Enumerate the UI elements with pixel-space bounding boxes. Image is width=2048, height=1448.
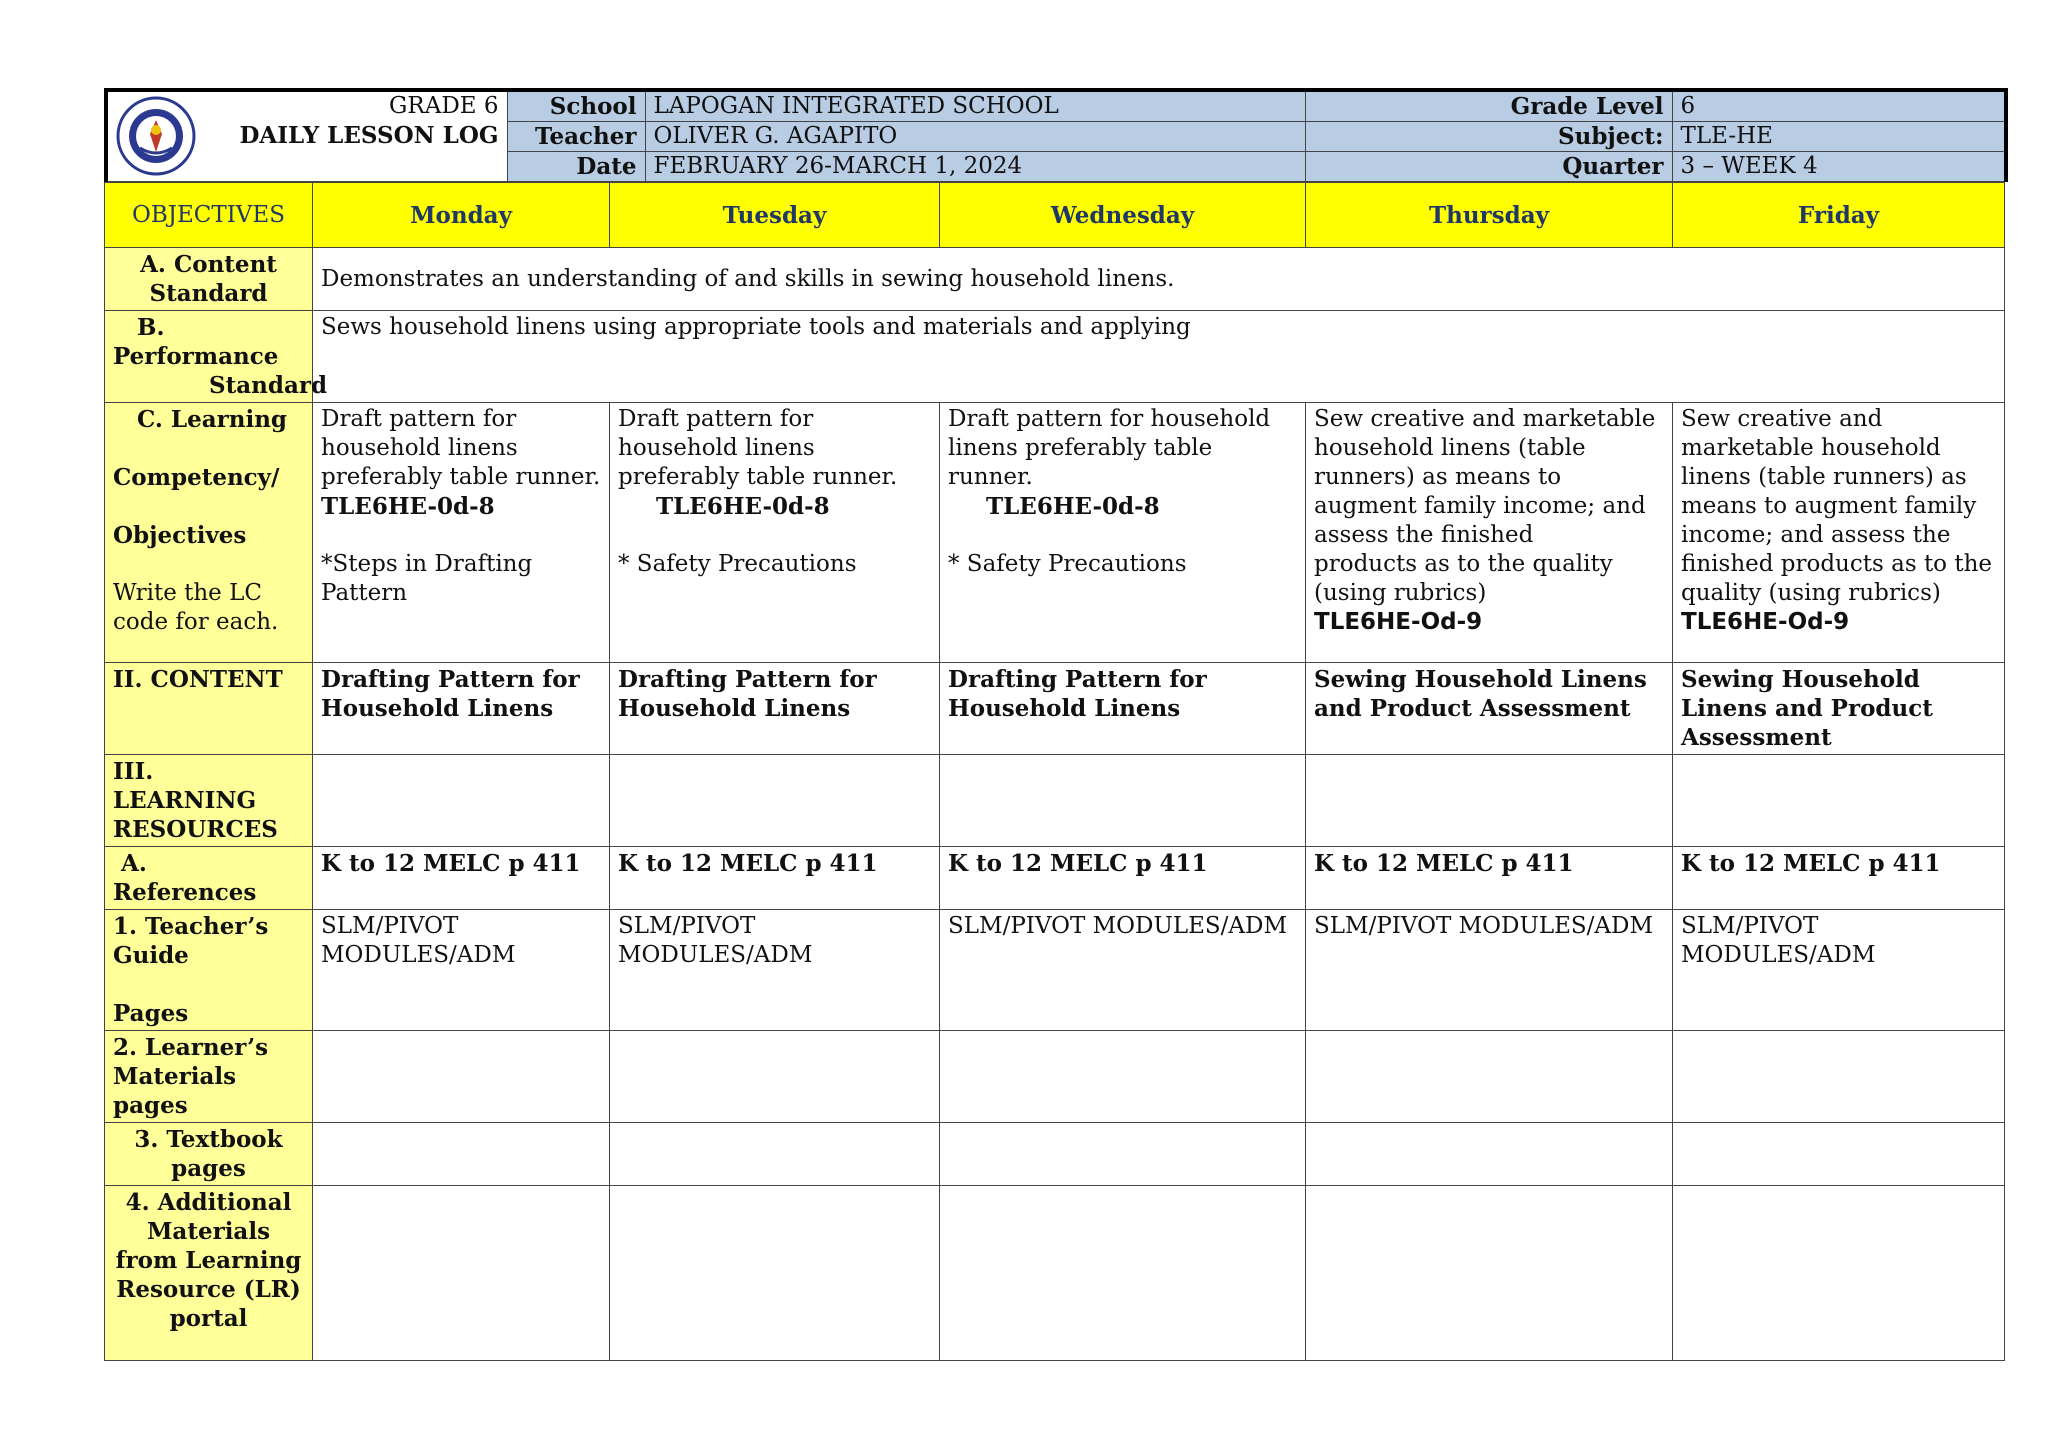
friday-additional — [1673, 1186, 2005, 1361]
tuesday-teachers-guide: SLM/PIVOT MODULES/ADM — [610, 910, 940, 1031]
monday-learners-materials — [313, 1031, 610, 1123]
content-standard-text: Demonstrates an understanding of and skills in sewing household linens. — [313, 248, 2005, 311]
monday-references: K to 12 MELC p 411 — [313, 847, 610, 910]
wednesday-teachers-guide: SLM/PIVOT MODULES/ADM — [940, 910, 1306, 1031]
tuesday-learners-materials — [610, 1031, 940, 1123]
competency-row — [105, 403, 2005, 663]
wednesday-references: K to 12 MELC p 411 — [940, 847, 1306, 910]
tuesday-competency: Draft pattern for household linens preferably table runner. TLE6HE-0d-8 * Safety Precautions — [610, 403, 940, 663]
references-row — [105, 847, 2005, 910]
wednesday-content: Drafting Pattern for Household Linens — [940, 663, 1306, 755]
learning-resources-label: III. LEARNING RESOURCES — [105, 755, 313, 847]
content-standard-label: A. Content Standard — [105, 248, 313, 311]
teachers-guide-row — [105, 910, 2005, 1031]
tuesday-references: K to 12 MELC p 411 — [610, 847, 940, 910]
grade-level-value: 6 — [1672, 90, 2006, 122]
friday-references: K to 12 MELC p 411 — [1673, 847, 2005, 910]
objectives-header: OBJECTIVES — [105, 183, 313, 248]
thursday-header: Thursday — [1306, 183, 1673, 248]
thursday-textbook — [1306, 1123, 1673, 1186]
thursday-content: Sewing Household Linens and Product Assessment — [1306, 663, 1673, 755]
performance-standard-label: B. Performance Standard — [105, 311, 313, 403]
textbook-label: 3. Textbook pages — [105, 1123, 313, 1186]
teachers-guide-label: 1. Teacher’s Guide Pages — [105, 910, 313, 1031]
learners-materials-row — [105, 1031, 2005, 1123]
lesson-grid — [104, 182, 2005, 1361]
monday-content: Drafting Pattern for Household Linens — [313, 663, 610, 755]
monday-textbook — [313, 1123, 610, 1186]
school-value: LAPOGAN INTEGRATED SCHOOL — [645, 90, 1305, 122]
content-row — [105, 663, 2005, 755]
additional-materials-label: 4. Additional Materials from Learning Resource (LR) portal — [105, 1186, 313, 1361]
monday-teachers-guide: SLM/PIVOT MODULES/ADM — [313, 910, 610, 1031]
tuesday-header: Tuesday — [610, 183, 940, 248]
subject-value: TLE-HE — [1672, 122, 2006, 152]
tuesday-content: Drafting Pattern for Household Linens — [610, 663, 940, 755]
grade-level-label: Grade Level — [1305, 90, 1672, 122]
learners-materials-label: 2. Learner’s Materials pages — [105, 1031, 313, 1123]
textbook-row — [105, 1123, 2005, 1186]
log-title: DAILY LESSON LOG — [239, 122, 499, 149]
teacher-value: OLIVER G. AGAPITO — [645, 122, 1305, 152]
thursday-resources — [1306, 755, 1673, 847]
thursday-teachers-guide: SLM/PIVOT MODULES/ADM — [1306, 910, 1673, 1031]
wednesday-learners-materials — [940, 1031, 1306, 1123]
content-label: II. CONTENT — [105, 663, 313, 755]
monday-header: Monday — [313, 183, 610, 248]
header-table — [104, 88, 2008, 182]
friday-teachers-guide: SLM/PIVOT MODULES/ADM — [1673, 910, 2005, 1031]
thursday-references: K to 12 MELC p 411 — [1306, 847, 1673, 910]
additional-materials-row — [105, 1186, 2005, 1361]
monday-competency: Draft pattern for household linens preferably table runner. TLE6HE-0d-8 *Steps in Drafting Pattern — [313, 403, 610, 663]
friday-learners-materials — [1673, 1031, 2005, 1123]
date-value: FEBRUARY 26-MARCH 1, 2024 — [645, 152, 1305, 182]
competency-label: C. Learning Competency/ Objectives Write the LC code for each. — [105, 403, 313, 663]
wednesday-competency: Draft pattern for household linens preferably table runner. TLE6HE-0d-8 * Safety Precautions — [940, 403, 1306, 663]
quarter-label: Quarter — [1305, 152, 1672, 182]
friday-resources — [1673, 755, 2005, 847]
header-title-cell — [106, 90, 507, 182]
lesson-log-document — [104, 88, 2004, 1361]
monday-resources — [313, 755, 610, 847]
subject-label: Subject: — [1305, 122, 1672, 152]
references-label: A. References — [105, 847, 313, 910]
thursday-learners-materials — [1306, 1031, 1673, 1123]
wednesday-header: Wednesday — [940, 183, 1306, 248]
performance-standard-text: Sews household linens using appropriate tools and materials and applying — [313, 311, 2005, 403]
wednesday-resources — [940, 755, 1306, 847]
friday-textbook — [1673, 1123, 2005, 1186]
friday-competency: Sew creative and marketable household linens (table runners) as means to augment family income; and assess the finished products as to the quality (using rubrics) TLE6HE-Od-9 — [1673, 403, 2005, 663]
grade-heading: GRADE 6 — [389, 93, 499, 119]
school-label: School — [507, 90, 645, 122]
tuesday-textbook — [610, 1123, 940, 1186]
monday-additional — [313, 1186, 610, 1361]
tuesday-additional — [610, 1186, 940, 1361]
friday-content: Sewing Household Linens and Product Assessment — [1673, 663, 2005, 755]
thursday-additional — [1306, 1186, 1673, 1361]
friday-header: Friday — [1673, 183, 2005, 248]
wednesday-additional — [940, 1186, 1306, 1361]
days-header-row — [105, 183, 2005, 248]
content-standard-row — [105, 248, 2005, 311]
thursday-competency: Sew creative and marketable household linens (table runners) as means to augment family income; and assess the finished products as to the quality (using rubrics) TLE6HE-Od-9 — [1306, 403, 1673, 663]
performance-standard-row — [105, 311, 2005, 403]
tuesday-resources — [610, 755, 940, 847]
wednesday-textbook — [940, 1123, 1306, 1186]
quarter-value: 3 – WEEK 4 — [1672, 152, 2006, 182]
learning-resources-row — [105, 755, 2005, 847]
date-label: Date — [507, 152, 645, 182]
teacher-label: Teacher — [507, 122, 645, 152]
